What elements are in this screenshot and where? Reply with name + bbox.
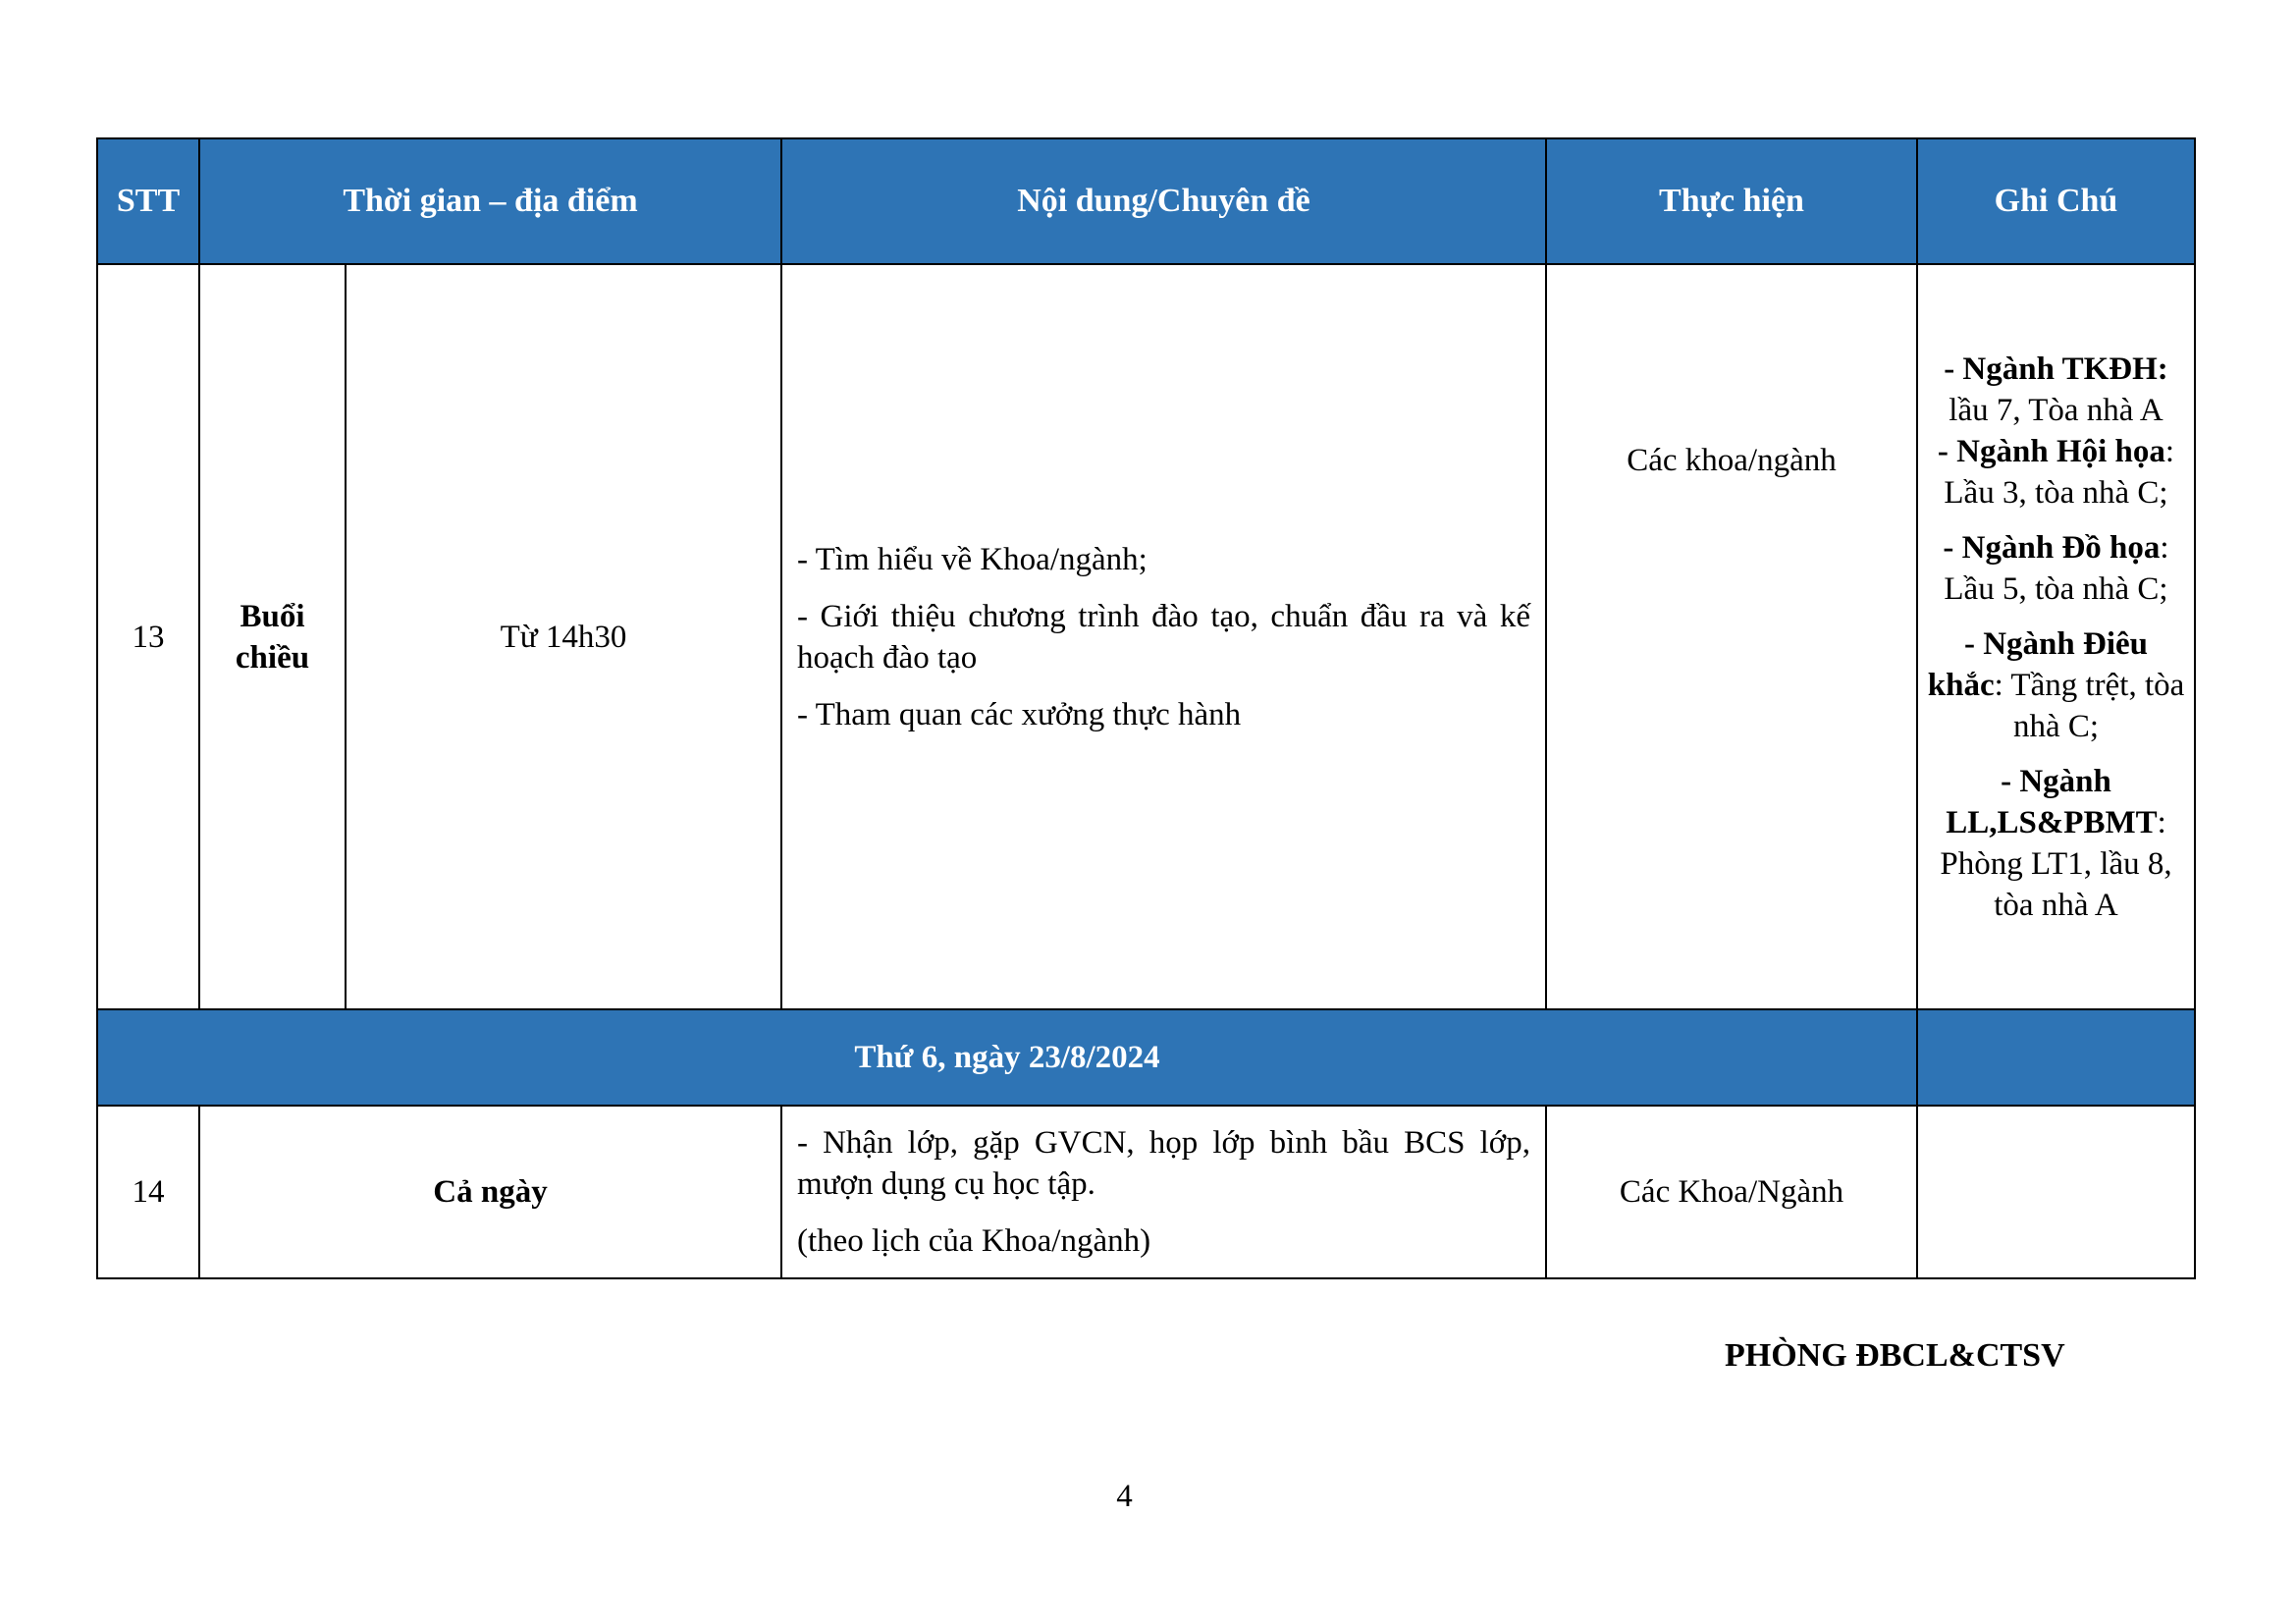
table-row <box>97 1106 2195 1278</box>
time-cell: Từ 14h30 <box>346 264 781 1009</box>
content-item: - Nhận lớp, gặp GVCN, họp lớp bình bầu BCS lớp, mượn dụng cụ học tập. <box>797 1125 1530 1202</box>
header-row <box>97 138 2195 264</box>
content-item: - Tham quan các xưởng thực hành <box>797 696 1242 732</box>
content-item: - Giới thiệu chương trình đào tạo, chuẩn đầu ra và kế hoạch đào tạo <box>797 598 1530 676</box>
signature: PHÒNG ĐBCL&CTSV <box>1725 1337 2065 1374</box>
content-item: - Tìm hiểu về Khoa/ngành; <box>797 541 1148 577</box>
row-stt: 14 <box>97 1106 199 1278</box>
performer-cell: Các Khoa/Ngành <box>1546 1106 1917 1278</box>
time-cell: Cả ngày <box>199 1106 781 1278</box>
note-item: - Ngành Điêu khắc: Tầng trệt, tòa nhà C; <box>1927 625 2185 744</box>
note-item: - Ngành Hội họa: Lầu 3, tòa nhà C; <box>1937 433 2175 511</box>
note-item: - Ngành TKĐH: lầu 7, Tòa nhà A <box>1944 351 2168 428</box>
schedule-table <box>96 137 2196 1279</box>
session-cell <box>199 264 346 1009</box>
note-item: - Ngành Đồ họa: Lầu 5, tòa nhà C; <box>1943 529 2169 607</box>
header-notes: Ghi Chú <box>1917 138 2195 264</box>
session-line2: chiều <box>235 639 310 676</box>
notes-cell <box>1917 1106 2195 1278</box>
day-band-notes <box>1917 1009 2195 1106</box>
session-line1: Buổi <box>240 598 305 634</box>
header-time-place: Thời gian – địa điểm <box>199 138 781 264</box>
page-number: 4 <box>1116 1479 1133 1514</box>
day-band: Thứ 6, ngày 23/8/2024 <box>97 1009 1917 1106</box>
day-band-row <box>97 1009 2195 1106</box>
row-stt: 13 <box>97 264 199 1009</box>
content-cell <box>781 1106 1546 1278</box>
content-cell <box>781 264 1546 1009</box>
note-item: - Ngành LL,LS&PBMT: Phòng LT1, lầu 8, tòa nhà A <box>1940 763 2172 923</box>
table-row <box>97 264 2195 1009</box>
content-item: (theo lịch của Khoa/ngành) <box>797 1223 1151 1259</box>
performer-cell: Các khoa/ngành <box>1546 264 1917 1009</box>
header-content: Nội dung/Chuyên đề <box>781 138 1546 264</box>
notes-cell <box>1917 264 2195 1009</box>
header-performer: Thực hiện <box>1546 138 1917 264</box>
header-stt: STT <box>97 138 199 264</box>
